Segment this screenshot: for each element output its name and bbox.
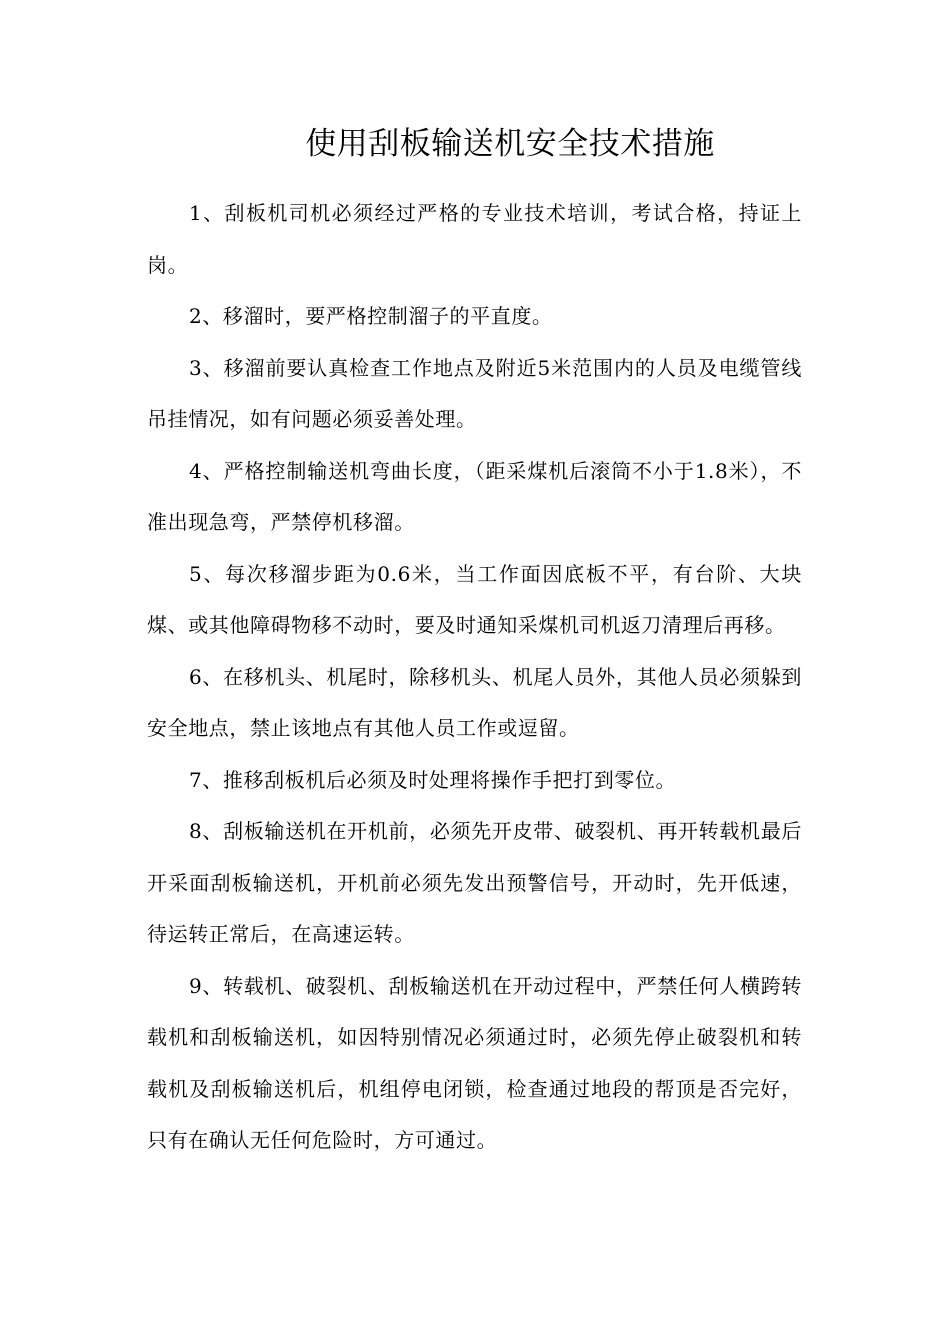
document-title: 使用刮板输送机安全技术措施 [305,126,715,162]
paragraph-5: 5、每次移溜步距为0.6米，当工作面因底板不平，有台阶、大块煤、或其他障碍物移不动时，要及时通知采煤机司机返刀清理后再移。 [147,561,802,637]
paragraph-6: 6、在移机头、机尾时，除移机头、机尾人员外，其他人员必须躲到安全地点，禁止该地点有其他人员工作或逗留。 [147,664,802,740]
document-body [147,188,802,1167]
paragraph-7: 7、推移刮板机后必须及时处理将操作手把打到零位。 [189,767,677,792]
paragraph-3: 3、移溜前要认真检查工作地点及附近5米范围内的人员及电缆管线吊挂情况，如有问题必须妥善处理。 [147,355,802,431]
paragraph-2: 2、移溜时，要严格控制溜子的平直度。 [189,304,553,328]
paragraph-4: 4、严格控制输送机弯曲长度，（距采煤机后滚筒不小于1.8米），不准出现急弯，严禁停机移溜。 [147,458,802,534]
paragraph-9: 9、转载机、破裂机、刮板输送机在开动过程中，严禁任何人横跨转载机和刮板输送机，如因特别情况必须通过时，必须先停止破裂机和转载机及刮板输送机后，机组停电闭锁，检查通过地段的帮顶是否完好，只有在确认无任何危险时，方可通过。 [147,973,802,1152]
paragraph-8: 8、刮板输送机在开机前，必须先开皮带、破裂机、再开转载机最后开采面刮板输送机，开机前必须先发出预警信号，开动时，先开低速，待运转正常后，在高速运转。 [147,819,802,946]
paragraph-1: 1、刮板机司机必须经过严格的专业技术培训，考试合格，持证上岗。 [147,201,802,277]
